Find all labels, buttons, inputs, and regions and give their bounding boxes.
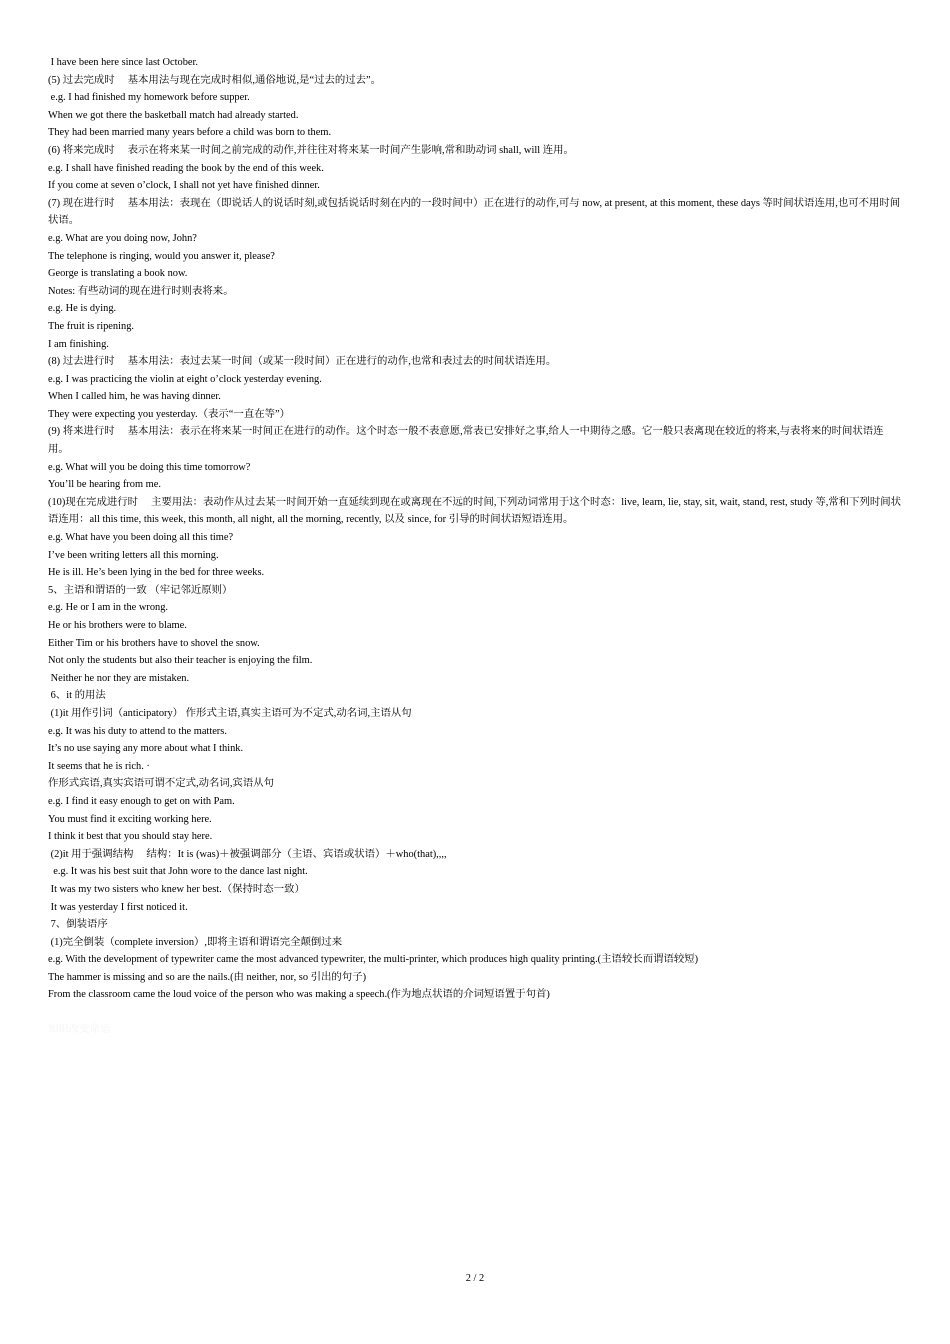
text-line: (7) 现在进行时 基本用法：表现在（即说话人的说话时刻,或包括说话时刻在内的一段时间中）正在进行的动作,可与 now, at present, at this moment, these days 等时间状语连用,也可不用时间状语。: [48, 197, 901, 227]
text-line: The hammer is missing and so are the nails.(由 neither, nor, so 引出的句子): [48, 971, 367, 983]
text-line: I think it best that you should stay here.: [48, 831, 213, 843]
text-line: Not only the students but also their teacher is enjoying the film.: [48, 655, 313, 667]
text-line: You must find it exciting working here.: [48, 813, 212, 825]
text-line: The fruit is ripening.: [48, 320, 134, 332]
text-line: (5) 过去完成时 基本用法与现在完成时相似,通俗地说,是“过去的过去”。: [48, 74, 382, 86]
text-line: When we got there the basketball match had already started.: [48, 109, 299, 121]
text-line: He or his brothers were to blame.: [48, 620, 187, 631]
text-line: The telephone is ringing, would you answer it, please?: [48, 250, 275, 262]
text-line: Either Tim or his brothers have to shovel the snow.: [48, 637, 260, 649]
text-line: e.g. I was practicing the violin at eight o’clock yesterday evening.: [48, 373, 322, 385]
text-line: 7、倒装语序: [48, 919, 108, 931]
text-line: e.g. What will you be doing this time tomorrow?: [48, 461, 251, 473]
text-line: (8) 过去进行时 基本用法：表过去某一时间（或某一段时间）正在进行的动作,也常和表过去的时间状语连用。: [48, 356, 557, 368]
text-line: You’ll be hearing from me.: [48, 479, 161, 491]
text-line: (2)it 用于强调结构 结构：It is (was)＋被强调部分（主语、宾语或状语）＋who(that),,,,: [48, 848, 447, 860]
text-line: e.g. With the development of typewriter came the most advanced typewriter, the multi-printer, which produces high quality printing.(主语较长而谓语较短): [48, 954, 699, 966]
text-line: e.g. It was his duty to attend to the matters.: [48, 725, 227, 737]
text-line: He is ill. He’s been lying in the bed for three weeks.: [48, 567, 265, 579]
text-line: (1)it 用作引词（anticipatory） 作形式主语,真实主语可为不定式,动名词,主语从句: [48, 707, 412, 719]
text-line: When I called him, he was having dinner.: [48, 391, 221, 403]
text-line: e.g. He is dying.: [48, 303, 117, 315]
text-line: It was yesterday I first noticed it.: [48, 901, 188, 913]
text-line: (10)现在完成进行时 主要用法：表动作从过去某一时间开始一直延续到现在或离现在不远的时间,下列动词常用于这个时态：live, learn, lie, stay, sit, wait, stand, rest, study 等,常和下列时间状语连用：all this time, this week, this month, all night, all the morning, recently, 以及 since, for 引导的时间状语短语连用。: [48, 496, 902, 526]
text-line: e.g. I find it easy enough to get on with Pam.: [48, 795, 235, 807]
text-line: It’s no use saying any more about what I think.: [48, 743, 244, 755]
text-line: Notes: 有些动词的现在进行时则表将来。: [48, 285, 234, 297]
text-line: 作形式宾语,真实宾语可谓不定式,动名词,宾语从句: [48, 778, 274, 790]
watermark-text: 知识改变命运: [48, 1024, 111, 1035]
text-line: From the classroom came the loud voice of the person who was making a speech.(作为地点状语的介词短语置于句首): [48, 989, 550, 1001]
text-line: It was my two sisters who knew her best.（保持时态一致）: [48, 883, 305, 895]
text-line: 6、it 的用法: [48, 690, 106, 702]
text-line: I’ve been writing letters all this morning.: [48, 549, 219, 561]
text-line: George is translating a book now.: [48, 268, 188, 280]
text-line: e.g. I had finished my homework before supper.: [48, 92, 250, 104]
text-line: They were expecting you yesterday.（表示“一直在等”）: [48, 408, 290, 420]
text-line: (9) 将来进行时 基本用法：表示在将来某一时间正在进行的动作。这个时态一般不表意愿,常表已安排好之事,给人一中期待之感。它一般只表离现在较近的将来,与表将来的时间状语连用。: [48, 426, 884, 456]
text-line: e.g. I shall have finished reading the book by the end of this week.: [48, 162, 324, 174]
text-line: They had been married many years before a child was born to them.: [48, 127, 332, 139]
text-line: (1)完全倒装（complete inversion）,即将主语和谓语完全颠倒过来: [48, 936, 343, 948]
text-line: It seems that he is rich. ·: [48, 760, 150, 772]
text-line: (6) 将来完成时 表示在将来某一时间之前完成的动作,并往往对将来某一时间产生影响,常和助动词 shall, will 连用。: [48, 144, 574, 156]
text-line: e.g. It was his best suit that John wore to the dance last night.: [48, 866, 308, 878]
text-line: I am finishing.: [48, 338, 109, 350]
page-number: 2 / 2: [465, 1273, 485, 1284]
text-line: e.g. What have you been doing all this time?: [48, 532, 234, 544]
text-line: 5、主语和谓语的一致 （牢记邻近原则）: [48, 584, 233, 596]
text-line: If you come at seven o’clock, I shall not yet have finished dinner.: [48, 180, 320, 192]
text-line: Neither he nor they are mistaken.: [48, 672, 190, 684]
document-body: [48, 54, 904, 1004]
text-line: e.g. What are you doing now, John?: [48, 232, 197, 244]
text-line: I have been here since last October.: [48, 57, 199, 68]
text-line: e.g. He or I am in the wrong.: [48, 602, 169, 614]
